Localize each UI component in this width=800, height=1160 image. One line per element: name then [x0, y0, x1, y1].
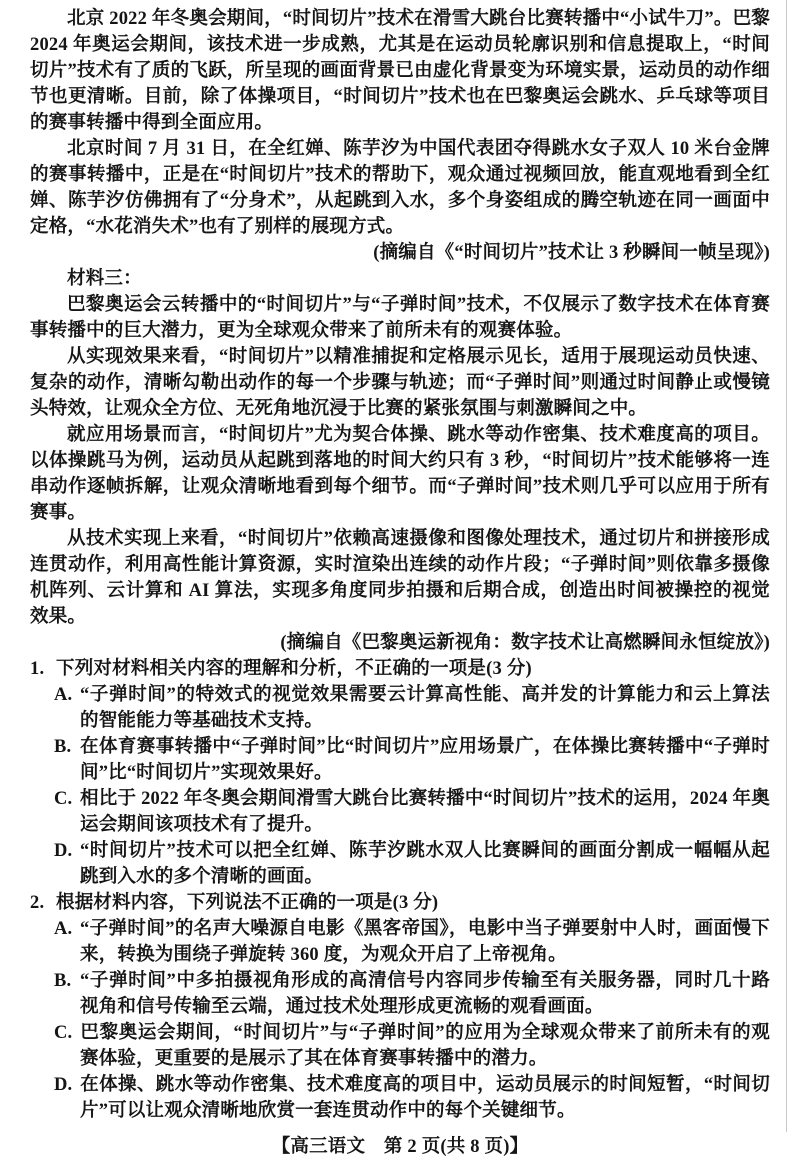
question-1-stem: [30, 656, 770, 682]
question-1-number: 1.: [30, 659, 45, 679]
exam-page: [30, 6, 770, 1160]
question-2-number: 2.: [30, 893, 45, 913]
question-1-option-d-text: “时间切片”技术可以把全红婵、陈芋汐跳水双人比赛瞬间的画面分割成一幅幅从起跳到入水的多个清晰的画面。: [80, 841, 770, 887]
material3-attribution: (摘编自《巴黎奥运新视角：数字技术让高燃瞬间永恒绽放》): [280, 633, 770, 653]
material2-paragraph-1: 北京 2022 年冬奥会期间，“时间切片”技术在滑雪大跳台比赛转播中“小试牛刀”。巴黎 2024 年奥运会期间，该技术进一步成熟，尤其是在运动员轮廓识别和信息提取上，“时间切片”技术有了质的飞跃，所呈现的画面背景已由虚化背景变为环境实景，运动员的动作细节也更清晰。目前，除了体操项目，“时间切片”技术也在巴黎奥运会跳水、乒乓球等项目的赛事转播中得到全面应用。: [30, 9, 770, 133]
question-1-option-c-label: C.: [54, 789, 73, 809]
question-1-text: 下列对材料相关内容的理解和分析，不正确的一项是(3 分): [56, 659, 532, 679]
question-2-option-d-text: 在体操、跳水等动作密集、技术难度高的项目中，运动员展示的时间短暂，“时间切片”可以让观众清晰地欣赏一套连贯动作中的每个关键细节。: [80, 1075, 770, 1121]
question-1-option-c: [30, 786, 770, 838]
question-2-text: 根据材料内容，下列说法不正确的一项是(3 分): [56, 893, 439, 913]
question-2-option-a-text: “子弹时间”的名声大噪源自电影《黑客帝国》，电影中当子弹要射中人时，画面慢下来，转换为围绕子弹旋转 360 度，为观众开启了上帝视角。: [80, 919, 770, 965]
question-1-option-b: [30, 734, 770, 786]
question-2-option-d: [30, 1072, 770, 1124]
question-2-option-c: [30, 1020, 770, 1072]
question-1-option-a-text: “子弹时间”的特效式的视觉效果需要云计算高性能、高并发的计算能力和云上算法的智能能力等基础技术支持。: [80, 685, 770, 731]
material3-paragraph-3: 就应用场景而言，“时间切片”尤为契合体操、跳水等动作密集、技术难度高的项目。以体操跳马为例，运动员从起跳到落地的时间大约只有 3 秒，“时间切片”技术能够将一连串动作逐帧拆解，让观众清晰地看到每个细节。而“子弹时间”技术则几乎可以应用于所有赛事。: [30, 425, 770, 523]
question-1-option-b-label: B.: [54, 737, 72, 757]
material3-paragraph-4: 从技术实现上来看，“时间切片”依赖高速摄像和图像处理技术，通过切片和拼接形成连贯动作，利用高性能计算资源，实时渲染出连续的动作片段；“子弹时间”则依靠多摄像机阵列、云计算和 AI 算法，实现多角度同步拍摄和后期合成，创造出时间被操控的视觉效果。: [30, 529, 770, 627]
question-1-option-d-label: D.: [54, 841, 73, 861]
material3-paragraph-1: 巴黎奥运会云转播中的“时间切片”与“子弹时间”技术，不仅展示了数字技术在体育赛事转播中的巨大潜力，更为全球观众带来了前所未有的观赛体验。: [30, 295, 770, 341]
question-2-option-b-label: B.: [54, 971, 72, 991]
page-footer: 【高三语文 第 2 页(共 8 页)】: [271, 1137, 529, 1157]
question-2-option-a-label: A.: [54, 919, 73, 939]
question-2-option-c-label: C.: [54, 1023, 73, 1043]
material3-paragraph-2: 从实现效果来看，“时间切片”以精准捕捉和定格展示见长，适用于展现运动员快速、复杂的动作，清晰勾勒出动作的每一个步骤与轨迹；而“子弹时间”则通过时间静止或慢镜头特效，让观众全方位、无死角地沉浸于比赛的紧张氛围与刺激瞬间之中。: [30, 347, 770, 419]
question-2-option-a: [30, 916, 770, 968]
question-1-option-b-text: 在体育赛事转播中“子弹时间”比“时间切片”应用场景广，在体操比赛转播中“子弹时间”比“时间切片”实现效果好。: [80, 737, 770, 783]
question-1-option-a: [30, 682, 770, 734]
scan-edge-line: [786, 0, 787, 1132]
question-1-option-a-label: A.: [54, 685, 73, 705]
question-2-option-b: [30, 968, 770, 1020]
question-2-stem: [30, 890, 770, 916]
question-1-option-d: [30, 838, 770, 890]
question-2-option-b-text: “子弹时间”中多拍摄视角形成的高清信号内容同步传输至有关服务器，同时几十路视角和信号传输至云端，通过技术处理形成更流畅的观看画面。: [80, 971, 770, 1017]
question-2-option-d-label: D.: [54, 1075, 73, 1095]
question-1-option-c-text: 相比于 2022 年冬奥会期间滑雪大跳台比赛转播中“时间切片”技术的运用，2024 年奥运会期间该项技术有了提升。: [80, 789, 770, 835]
material2-paragraph-2: 北京时间 7 月 31 日，在全红婵、陈芋汐为中国代表团夺得跳水女子双人 10 米台金牌的赛事转播中，正是在“时间切片”技术的帮助下，观众通过视频回放，能直观地看到全红婵、陈芋汐仿佛拥有了“分身术”，从起跳到入水，多个身姿组成的腾空轨迹在同一画面中定格，“水花消失术”也有了别样的展现方式。: [30, 139, 770, 237]
question-2-option-c-text: 巴黎奥运会期间，“时间切片”与“子弹时间”的应用为全球观众带来了前所未有的观赛体验，更重要的是展示了其在体育赛事转播中的潜力。: [80, 1023, 770, 1069]
material3-heading: 材料三：: [67, 269, 142, 289]
material2-attribution: (摘编自《“时间切片”技术让 3 秒瞬间一帧呈现》): [373, 243, 770, 263]
